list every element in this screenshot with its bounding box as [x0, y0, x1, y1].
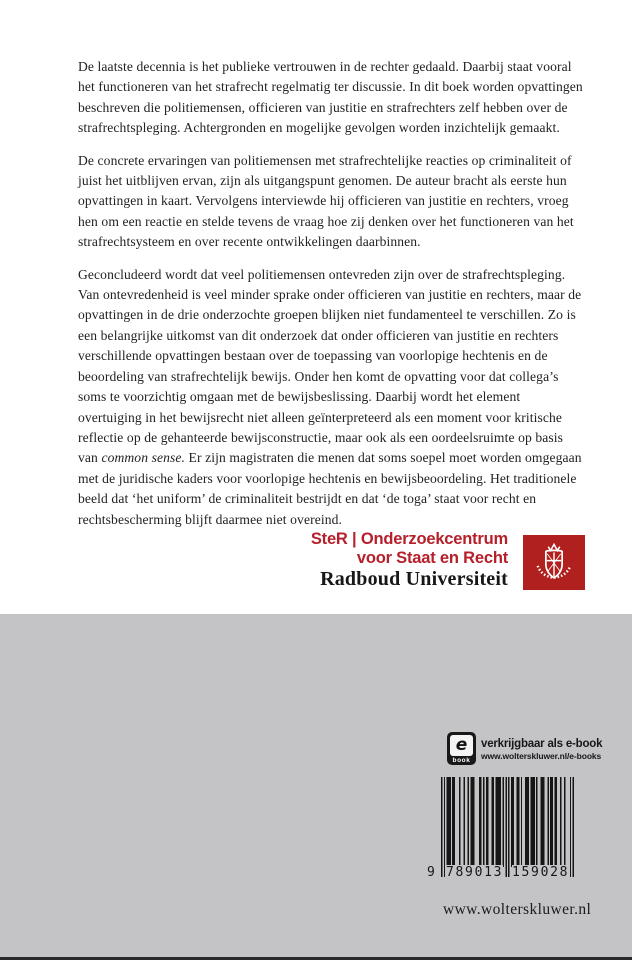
- ebook-text: [481, 738, 602, 761]
- publisher-url: www.wolterskluwer.nl: [443, 901, 592, 918]
- ean-barcode: [427, 777, 579, 885]
- radboud-universiteit-label: Radboud Universiteit: [320, 568, 508, 590]
- ebook-icon: [447, 732, 476, 765]
- ebook-badge: [447, 732, 602, 765]
- barcode-digits-left: 789013: [446, 865, 504, 880]
- bottom-gray-band: [0, 614, 632, 957]
- blurb-paragraph-3-rest: Er zijn magistraten die menen dat soms soepel moet worden omgegaan met de juridische kaders voor voorlopige hechtenis en bewijsbeoordeling. Het traditionele beeld dat ‘het uniform’ de criminaliteit bestrijdt en dat ‘de toga’ staat voor recht en rechtsbescherming blijft daarmee niet overeind.: [78, 450, 582, 527]
- ster-logo-text: [311, 530, 508, 591]
- barcode-digit-prefix: 9: [427, 865, 435, 880]
- blurb-text: [78, 57, 584, 542]
- blurb-paragraph-3: [78, 265, 584, 530]
- barcode-digits-right: 159028: [512, 865, 570, 880]
- ebook-url-label: www.wolterskluwer.nl/e-books: [481, 751, 602, 761]
- ster-logo-block: [311, 530, 585, 591]
- blurb-italic-phrase: common sense.: [101, 450, 186, 466]
- blurb-paragraph-1: De laatste decennia is het publieke vertrouwen in de rechter gedaald. Daarbij staat vooral het functioneren van het strafrecht regelmatig ter discussie. In dit boek worden opvattingen beschreven die politiemensen, officieren van justitie en strafrechters zelf hebben over de strafrechtspleging. Achtergronden en mogelijke gevolgen worden inzichtelijk gemaakt.: [78, 59, 583, 136]
- ster-line-1: SteR | Onderzoekcentrum: [310, 530, 508, 548]
- ebook-icon-letter: e: [450, 735, 473, 756]
- ster-line-2: voor Staat en Recht: [356, 549, 508, 567]
- blurb-paragraph-2: De concrete ervaringen van politiemensen met strafrechtelijke reacties op criminaliteit of juist het uitblijven ervan, zijn als uitgangspunt genomen. De auteur bracht als eerste hun opvattingen in kaart. Vervolgens interviewde hij officieren van justitie en rechters, vroeg hen om een reactie en stelde tevens de vraag hoe zij denken over het functioneren van het strafrechtsysteem en over recente ontwikkelingen daarbinnen.: [78, 152, 574, 250]
- ebook-availability-label: verkrijgbaar als e-book: [481, 738, 603, 750]
- ean-barcode-bars: [441, 777, 574, 877]
- blurb-paragraph-3-text: Geconcludeerd wordt dat veel politiemensen ontevreden zijn over de strafrechtspleging. Van ontevredenheid is veel minder sprake onder officieren van justitie en rechters, maar de opvattingen in de drie onderzochte groepen blijken niet fundamenteel te verschillen. Zo is een belangrijke uitkomst van dit onderzoek dat onder officieren van justitie en rechters verschillende opvattingen bestaan over de toepassing van voorlopige hechtenis en de beoordeling van strafrechtelijk bewijs. Onder hen komt de opvatting voor dat collega’s soms te voorzichtig omgaan met de bewijsbeslissing. Daarbij wordt het element overtuiging in het bewijsrecht niet alleen geïnterpreteerd als een moment voor kritische reflectie op de gehanteerde bewijsconstructie, maar ook als een oordeelsruimte op basis van: [78, 266, 582, 466]
- radboud-seal-icon: [523, 535, 585, 590]
- ebook-icon-word: book: [452, 757, 471, 764]
